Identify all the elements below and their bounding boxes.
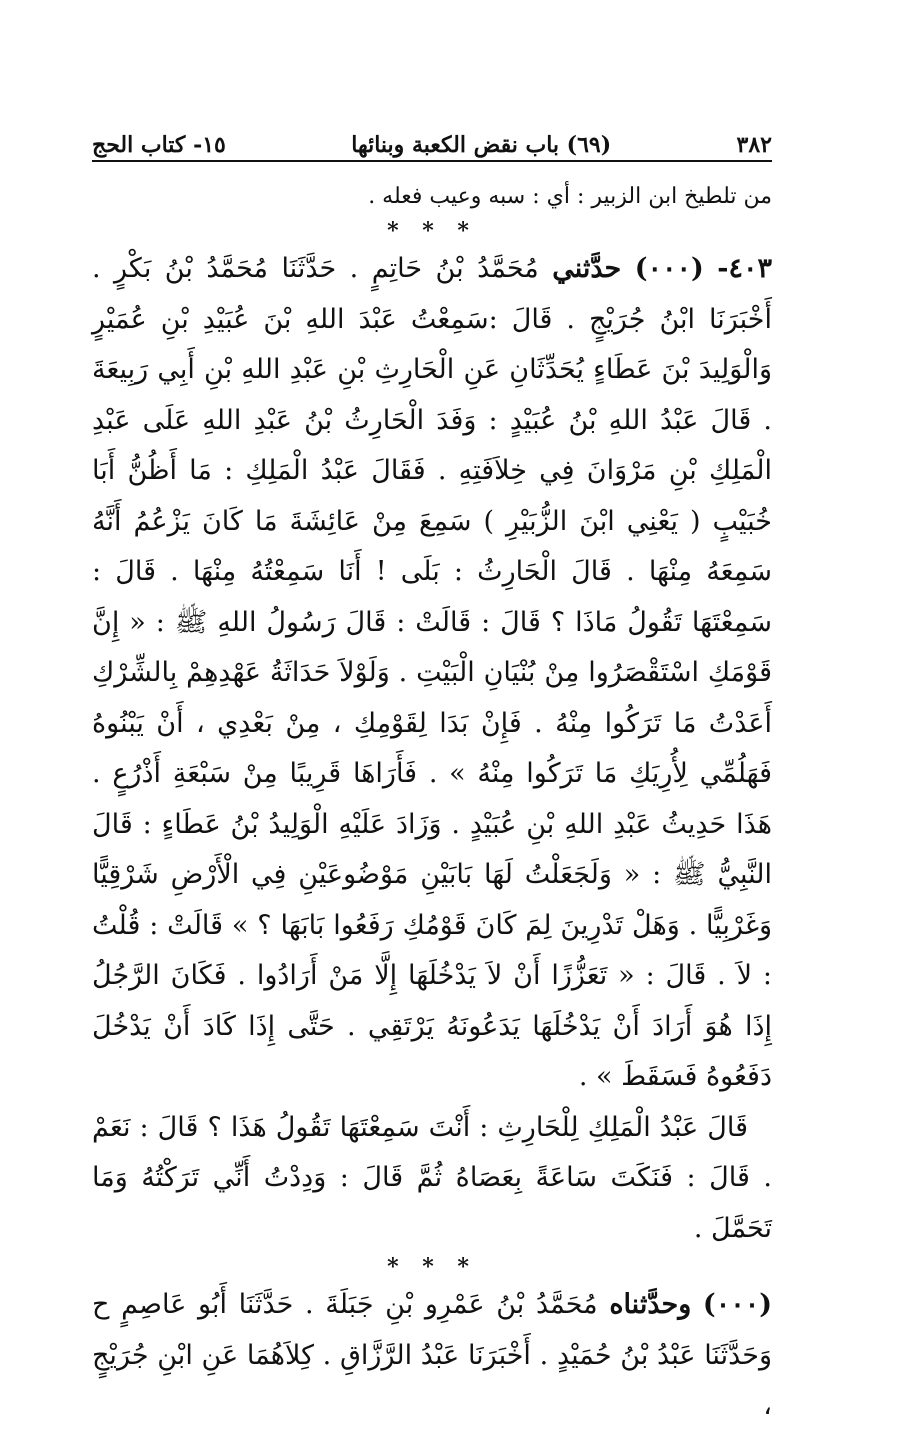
header-rule — [92, 160, 772, 162]
hadith-2-reference: (٠٠٠) — [702, 1289, 772, 1320]
book-title: ١٥- كتاب الحج — [92, 132, 226, 158]
page-number: ٣٨٢ — [736, 132, 772, 158]
hadith-paragraph — [92, 244, 772, 1103]
footnote-continuation: من تلطيخ ابن الزبير : أي : سبه وعيب فعله . — [368, 184, 772, 209]
page-header — [92, 118, 772, 158]
hadith-number: ٤٠٣- — [717, 253, 772, 284]
hadith-2-paragraph — [92, 1280, 772, 1432]
hadith-2-text: مُحَمَّدُ بْنُ عَمْرِو بْنِ جَبَلَةَ . حَدَّثَنَا أَبُو عَاصِمٍ ح وَحَدَّثَنَا عَبْدُ بْنُ حُمَيْدٍ . أَخْبَرَنَا عَبْدُ الرَّزَّاقِ . كِلاَهُمَا عَنِ ابْنِ جُرَيْجٍ ، — [92, 1289, 772, 1421]
section-separator: * * * — [387, 218, 477, 244]
section-separator-2: * * * — [387, 1254, 477, 1280]
hadith-2-lead-word: وحدَّثناه — [609, 1289, 692, 1320]
chapter-title: (٦٩) باب نقض الكعبة وبنائها — [351, 132, 612, 158]
hadith-reference: (٠٠٠) — [634, 253, 704, 284]
hadith-lead-word: حدَّثني — [552, 253, 622, 284]
page-body — [92, 176, 772, 1432]
hadith-continuation: قَالَ عَبْدُ الْمَلِكِ لِلْحَارِثِ : أَنْتَ سَمِعْتَهَا تَقُولُ هَذَا ؟ قَالَ : نَعَمْ . قَالَ : فَنَكَتَ سَاعَةً بِعَصَاهُ ثُمَّ قَالَ : وَدِدْتُ أَنِّي تَرَكْتُهُ وَمَا تَحَمَّلَ . — [92, 1111, 772, 1244]
hadith-text: مُحَمَّدُ بْنُ حَاتِمٍ . حَدَّثَنَا مُحَمَّدُ بْنُ بَكْرٍ . أَخْبَرَنَا ابْنُ جُرَيْجٍ . قَالَ :سَمِعْتُ عَبْدَ اللهِ بْنَ عُبَيْدِ بْنِ عُمَيْرٍ وَالْوَلِيدَ بْنَ عَطَاءٍ يُحَدِّثَانِ عَنِ الْحَارِثِ بْنِ عَبْدِ اللهِ بْنِ أَبِي رَبِيعَةَ . قَالَ عَبْدُ اللهِ بْنُ عُبَيْدٍ : وَفَدَ الْحَارِثُ بْنُ عَبْدِ اللهِ عَلَى عَبْدِ الْمَلِكِ بْنِ مَرْوَانَ فِي خِلاَفَتِهِ . فَقَالَ عَبْدُ الْمَلِكِ : مَا أَظُنُّ أَبَا خُبَيْبٍ ( يَعْنِي ابْنَ الزُّبَيْرِ ) سَمِعَ مِنْ عَائِشَةَ مَا كَانَ يَزْعُمُ أَنَّهُ سَمِعَهُ مِنْهَا . قَالَ الْحَارِثُ : بَلَى ! أَنَا سَمِعْتُهُ مِنْهَا . قَالَ : سَمِعْتَهَا تَقُولُ مَاذَا ؟ قَالَ : قَالَتْ : قَالَ رَسُولُ اللهِ ﷺ : « إِنَّ قَوْمَكِ اسْتَقْصَرُوا مِنْ بُنْيَانِ الْبَيْتِ . وَلَوْلاَ حَدَاثَةُ عَهْدِهِمْ بِالشِّرْكِ أَعَدْتُ مَا تَرَكُوا مِنْهُ . فَإِنْ بَدَا لِقَوْمِكِ ، مِنْ بَعْدِي ، أَنْ يَبْنُوهُ فَهَلُمِّي لِأُرِيَكِ مَا تَرَكُوا مِنْهُ » . فَأَرَاهَا قَرِيبًا مِنْ سَبْعَةِ أَذْرُعٍ . هَذَا حَدِيثُ عَبْدِ اللهِ بْنِ عُبَيْدٍ . وَزَادَ عَلَيْهِ الْوَلِيدُ بْنُ عَطَاءٍ : قَالَ النَّبِيُّ ﷺ : « وَلَجَعَلْتُ لَهَا بَابَيْنِ مَوْضُوعَيْنِ فِي الْأَرْضِ شَرْقِيًّا وَغَرْبِيًّا . وَهَلْ تَدْرِينَ لِمَ كَانَ قَوْمُكِ رَفَعُوا بَابَهَا ؟ » قَالَتْ : قُلْتُ : لاَ . قَالَ : « تَعَزُّزًا أَنْ لاَ يَدْخُلَهَا إِلَّا مَنْ أَرَادُوا . فَكَانَ الرَّجُلُ إِذَا هُوَ أَرَادَ أَنْ يَدْخُلَهَا يَدَعُونَهُ يَرْتَقِي . حَتَّى إِذَا كَادَ أَنْ يَدْخُلَ دَفَعُوهُ فَسَقَطَ » . — [92, 253, 772, 1092]
